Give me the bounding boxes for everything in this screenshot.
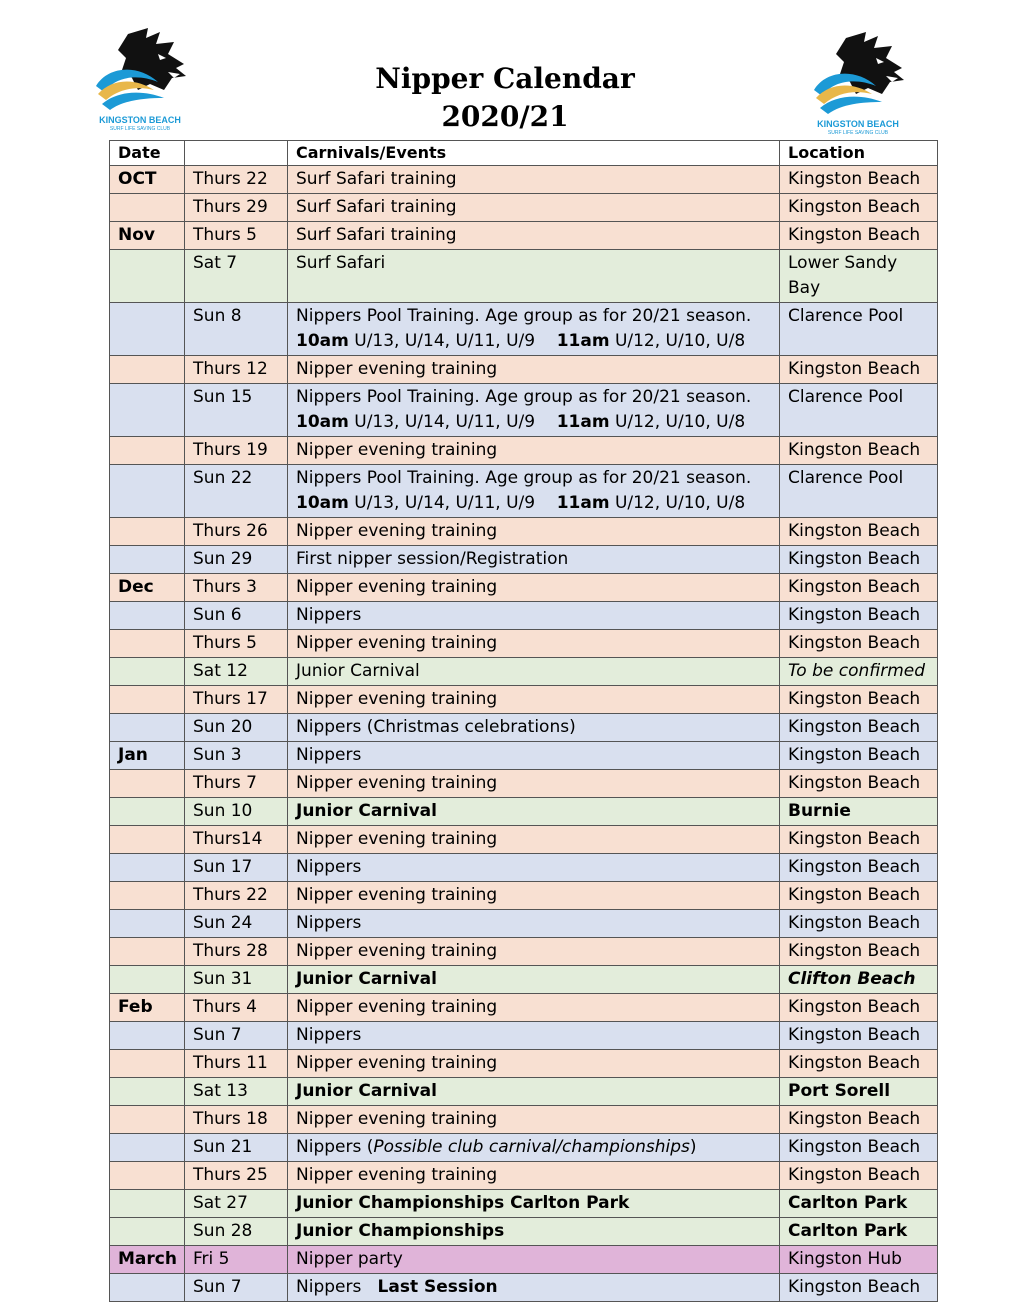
month-cell <box>110 1190 185 1218</box>
table-row <box>110 1078 938 1106</box>
event-cell: Junior Carnival <box>288 1078 780 1106</box>
month-cell <box>110 714 185 742</box>
month-cell <box>110 437 185 465</box>
location-cell: Kingston Beach <box>780 1050 938 1078</box>
day-cell: Thurs 29 <box>185 194 288 222</box>
month-cell: Feb <box>110 994 185 1022</box>
title-line-1: Nipper Calendar <box>375 62 635 95</box>
table-row <box>110 714 938 742</box>
location-cell: Kingston Beach <box>780 994 938 1022</box>
time-2: 11am <box>556 331 610 351</box>
event-cell: Nippers <box>288 1022 780 1050</box>
location-cell: Kingston Beach <box>780 437 938 465</box>
location-cell: Kingston Beach <box>780 938 938 966</box>
event-cell: Nipper evening training <box>288 1106 780 1134</box>
location-cell: Kingston Beach <box>780 826 938 854</box>
table-row <box>110 770 938 798</box>
day-cell: Sun 15 <box>185 384 288 437</box>
table-row <box>110 1134 938 1162</box>
time-1: 10am <box>296 493 349 513</box>
location-cell: To be confirmed <box>780 658 938 686</box>
day-cell: Sun 22 <box>185 465 288 518</box>
event-cell: Junior Championships <box>288 1218 780 1246</box>
location-cell: Kingston Beach <box>780 1162 938 1190</box>
event-times <box>296 491 771 516</box>
day-cell: Thurs 17 <box>185 686 288 714</box>
month-cell <box>110 686 185 714</box>
month-cell <box>110 1134 185 1162</box>
event-cell <box>288 384 780 437</box>
month-cell: Jan <box>110 742 185 770</box>
location-cell: Kingston Beach <box>780 1022 938 1050</box>
table-row <box>110 166 938 194</box>
day-cell: Thurs 28 <box>185 938 288 966</box>
table-row <box>110 910 938 938</box>
event-times <box>296 329 771 354</box>
table-row <box>110 630 938 658</box>
month-cell: OCT <box>110 166 185 194</box>
groups-1: U/13, U/14, U/11, U/9 <box>348 493 536 513</box>
month-cell <box>110 303 185 356</box>
month-cell <box>110 854 185 882</box>
event-cell: Nippers <box>288 854 780 882</box>
calendar-body <box>110 166 938 1302</box>
event-cell: Surf Safari <box>288 250 780 303</box>
event-cell: Junior Carnival <box>288 658 780 686</box>
day-cell: Sun 6 <box>185 602 288 630</box>
month-cell <box>110 630 185 658</box>
day-cell: Sat 13 <box>185 1078 288 1106</box>
day-cell: Sun 7 <box>185 1274 288 1302</box>
month-cell <box>110 518 185 546</box>
location-cell: Burnie <box>780 798 938 826</box>
day-cell: Thurs 5 <box>185 222 288 250</box>
event-cell <box>288 303 780 356</box>
event-cell: Nipper evening training <box>288 686 780 714</box>
logo-subtext: SURF LIFE SAVING CLUB <box>109 126 171 132</box>
event-cell: Nipper evening training <box>288 938 780 966</box>
event-cell <box>288 465 780 518</box>
location-cell: Kingston Beach <box>780 194 938 222</box>
day-cell: Thurs 18 <box>185 1106 288 1134</box>
groups-2: U/12, U/10, U/8 <box>609 493 746 513</box>
event-end-text: ) <box>689 1137 697 1157</box>
location-cell: Kingston Beach <box>780 602 938 630</box>
location-cell: Kingston Beach <box>780 166 938 194</box>
day-cell: Thurs 22 <box>185 882 288 910</box>
day-cell: Thurs 19 <box>185 437 288 465</box>
month-cell <box>110 384 185 437</box>
location-cell: Kingston Beach <box>780 518 938 546</box>
day-cell: Thurs 12 <box>185 356 288 384</box>
event-text: Nippers Pool Training. Age group as for 20/21 season. <box>296 468 752 488</box>
location-cell: Kingston Hub <box>780 1246 938 1274</box>
table-row <box>110 303 938 356</box>
event-cell: Junior Championships Carlton Park <box>288 1190 780 1218</box>
table-row <box>110 465 938 518</box>
location-cell: Kingston Beach <box>780 630 938 658</box>
table-row <box>110 1190 938 1218</box>
event-cell: Nippers (Christmas celebrations) <box>288 714 780 742</box>
event-cell: Nipper evening training <box>288 882 780 910</box>
event-cell: Junior Carnival <box>288 798 780 826</box>
location-cell: Kingston Beach <box>780 882 938 910</box>
month-cell: March <box>110 1246 185 1274</box>
table-row <box>110 1050 938 1078</box>
location-cell: Port Sorell <box>780 1078 938 1106</box>
month-cell <box>110 1022 185 1050</box>
table-row <box>110 546 938 574</box>
table-row <box>110 518 938 546</box>
month-cell <box>110 546 185 574</box>
day-cell: Sun 24 <box>185 910 288 938</box>
event-cell: Nipper evening training <box>288 1162 780 1190</box>
event-cell: Nipper party <box>288 1246 780 1274</box>
location-cell: Kingston Beach <box>780 910 938 938</box>
event-cell: Nipper evening training <box>288 518 780 546</box>
location-cell: Kingston Beach <box>780 1274 938 1302</box>
day-cell: Thurs 25 <box>185 1162 288 1190</box>
table-row <box>110 854 938 882</box>
month-cell <box>110 826 185 854</box>
location-cell: Kingston Beach <box>780 686 938 714</box>
event-cell: Nipper evening training <box>288 356 780 384</box>
event-text: Nippers Pool Training. Age group as for 20/21 season. <box>296 387 752 407</box>
day-cell: Sun 31 <box>185 966 288 994</box>
groups-1: U/13, U/14, U/11, U/9 <box>348 412 536 432</box>
month-cell: Dec <box>110 574 185 602</box>
event-cell: First nipper session/Registration <box>288 546 780 574</box>
table-row <box>110 222 938 250</box>
table-row <box>110 1246 938 1274</box>
month-cell <box>110 966 185 994</box>
time-2: 11am <box>556 412 610 432</box>
table-row <box>110 938 938 966</box>
location-cell: Carlton Park <box>780 1218 938 1246</box>
table-row <box>110 574 938 602</box>
day-cell: Sun 17 <box>185 854 288 882</box>
day-cell: Thurs 11 <box>185 1050 288 1078</box>
location-cell: Kingston Beach <box>780 222 938 250</box>
event-cell: Surf Safari training <box>288 166 780 194</box>
table-row <box>110 798 938 826</box>
event-cell: Nipper evening training <box>288 630 780 658</box>
day-cell: Sun 7 <box>185 1022 288 1050</box>
month-cell <box>110 602 185 630</box>
event-cell: Nipper evening training <box>288 1050 780 1078</box>
event-cell: Junior Carnival <box>288 966 780 994</box>
month-cell <box>110 798 185 826</box>
day-cell: Thurs 26 <box>185 518 288 546</box>
month-cell <box>110 250 185 303</box>
time-2: 11am <box>556 493 610 513</box>
header-location: Location <box>780 141 938 166</box>
day-cell: Sat 27 <box>185 1190 288 1218</box>
month-cell <box>110 1106 185 1134</box>
event-cell <box>288 1134 780 1162</box>
location-cell: Kingston Beach <box>780 1106 938 1134</box>
location-cell: Kingston Beach <box>780 356 938 384</box>
day-cell: Thurs 22 <box>185 166 288 194</box>
day-cell: Sun 3 <box>185 742 288 770</box>
day-cell: Sat 7 <box>185 250 288 303</box>
month-cell <box>110 356 185 384</box>
table-row <box>110 658 938 686</box>
event-cell: Nipper evening training <box>288 994 780 1022</box>
event-cell: Nipper evening training <box>288 437 780 465</box>
event-text: Nippers <box>296 1277 378 1297</box>
time-1: 10am <box>296 331 349 351</box>
table-row <box>110 384 938 437</box>
page-title <box>0 60 1010 136</box>
event-italic-text: Possible club carnival/championships <box>373 1137 690 1157</box>
header-events: Carnivals/Events <box>288 141 780 166</box>
table-row <box>110 1162 938 1190</box>
day-cell: Sun 28 <box>185 1218 288 1246</box>
month-cell <box>110 194 185 222</box>
table-row <box>110 742 938 770</box>
location-cell: Clarence Pool <box>780 465 938 518</box>
location-cell: Kingston Beach <box>780 574 938 602</box>
day-cell: Sun 20 <box>185 714 288 742</box>
event-cell: Nipper evening training <box>288 770 780 798</box>
logo-text: KINGSTON BEACH <box>817 119 899 129</box>
day-cell: Sun 29 <box>185 546 288 574</box>
day-cell: Sun 10 <box>185 798 288 826</box>
groups-2: U/12, U/10, U/8 <box>609 331 746 351</box>
header-day <box>185 141 288 166</box>
month-cell <box>110 1050 185 1078</box>
table-row <box>110 686 938 714</box>
location-cell: Carlton Park <box>780 1190 938 1218</box>
month-cell <box>110 770 185 798</box>
table-row <box>110 194 938 222</box>
table-row <box>110 1218 938 1246</box>
table-row <box>110 250 938 303</box>
month-cell <box>110 1078 185 1106</box>
month-cell <box>110 910 185 938</box>
event-cell: Nippers <box>288 742 780 770</box>
location-cell: Kingston Beach <box>780 1134 938 1162</box>
event-cell: Nippers <box>288 910 780 938</box>
day-cell: Sun 8 <box>185 303 288 356</box>
table-row <box>110 437 938 465</box>
month-cell <box>110 938 185 966</box>
day-cell: Fri 5 <box>185 1246 288 1274</box>
header-row <box>110 141 938 166</box>
event-cell <box>288 1274 780 1302</box>
groups-2: U/12, U/10, U/8 <box>609 412 746 432</box>
location-cell: Clifton Beach <box>780 966 938 994</box>
table-row <box>110 882 938 910</box>
month-cell <box>110 882 185 910</box>
day-cell: Sat 12 <box>185 658 288 686</box>
location-cell: Kingston Beach <box>780 546 938 574</box>
location-cell: Kingston Beach <box>780 770 938 798</box>
logo-subtext: SURF LIFE SAVING CLUB <box>827 130 889 136</box>
day-cell: Thurs14 <box>185 826 288 854</box>
table-row <box>110 356 938 384</box>
month-cell <box>110 658 185 686</box>
table-row <box>110 994 938 1022</box>
table-row <box>110 1106 938 1134</box>
event-cell: Surf Safari training <box>288 222 780 250</box>
month-cell <box>110 1218 185 1246</box>
table-row <box>110 1274 938 1302</box>
table-row <box>110 826 938 854</box>
month-cell: Nov <box>110 222 185 250</box>
location-cell: Clarence Pool <box>780 384 938 437</box>
event-text: Nippers Pool Training. Age group as for 20/21 season. <box>296 306 752 326</box>
groups-1: U/13, U/14, U/11, U/9 <box>348 331 536 351</box>
month-cell <box>110 1274 185 1302</box>
day-cell: Thurs 5 <box>185 630 288 658</box>
time-1: 10am <box>296 412 349 432</box>
month-cell <box>110 1162 185 1190</box>
logo-text: KINGSTON BEACH <box>99 115 181 125</box>
table-row <box>110 602 938 630</box>
event-cell: Surf Safari training <box>288 194 780 222</box>
table-row <box>110 966 938 994</box>
calendar-table <box>109 140 938 1302</box>
event-times <box>296 410 771 435</box>
event-cell: Nipper evening training <box>288 826 780 854</box>
location-cell: Kingston Beach <box>780 742 938 770</box>
event-text: Nippers ( <box>296 1137 374 1157</box>
location-cell: Lower Sandy Bay <box>780 250 938 303</box>
day-cell: Sun 21 <box>185 1134 288 1162</box>
header-date: Date <box>110 141 185 166</box>
event-bold-text: Last Session <box>377 1277 498 1297</box>
location-cell: Clarence Pool <box>780 303 938 356</box>
month-cell <box>110 465 185 518</box>
title-line-2: 2020/21 <box>441 100 569 133</box>
event-cell: Nippers <box>288 602 780 630</box>
event-cell: Nipper evening training <box>288 574 780 602</box>
location-cell: Kingston Beach <box>780 714 938 742</box>
day-cell: Thurs 7 <box>185 770 288 798</box>
day-cell: Thurs 4 <box>185 994 288 1022</box>
location-cell: Kingston Beach <box>780 854 938 882</box>
table-row <box>110 1022 938 1050</box>
day-cell: Thurs 3 <box>185 574 288 602</box>
